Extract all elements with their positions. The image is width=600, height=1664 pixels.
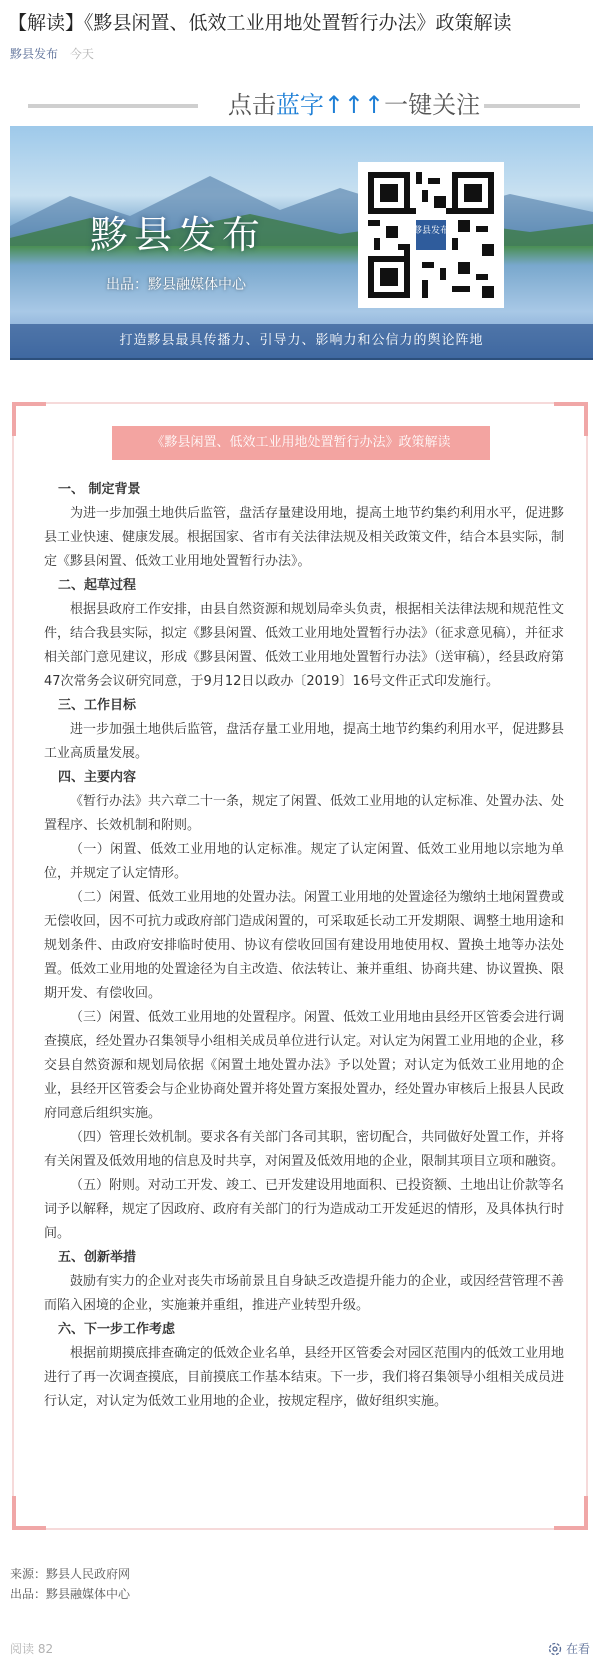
frame-edge	[12, 436, 14, 1496]
source-info	[10, 1564, 130, 1604]
section-heading: 二、起草过程	[58, 578, 137, 593]
body-paragraph: （四）管理长效机制。要求各有关部门各司其职，密切配合，共同做好处置工作，并将有关闲置及低效用地的信息及时共享，对闲置及低效用地的企业，限制其项目立项和融资。	[44, 1130, 565, 1169]
qr-center-logo: 黟县发布	[412, 226, 450, 237]
read-count: 阅读 82	[10, 1642, 54, 1656]
frame-corner	[554, 402, 588, 436]
section-heading: 五、创新举措	[58, 1250, 137, 1265]
article-footer	[10, 1640, 590, 1660]
frame-corner	[12, 402, 46, 436]
section-heading: 一、 制定背景	[58, 482, 141, 497]
frame-corner	[12, 1496, 46, 1530]
body-paragraph: （一）闲置、低效工业用地的认定标准。规定了认定闲置、低效工业用地以宗地为单位，并规定了认定情形。	[44, 842, 564, 881]
body-paragraph: 根据县政府工作安排，由县自然资源和规划局牵头负责，根据相关法律法规和规范性文件，结合我县实际，拟定《黟县闲置、低效工业用地处置暂行办法》（征求意见稿），并征求相关部门意见建议，形成《黟县闲置、低效工业用地处置暂行办法》（送审稿），经县政府第47次常务会议研究同意，于9月12日以政办〔2019〕16号文件正式印发施行。	[44, 602, 565, 689]
frame-edge	[586, 436, 588, 1496]
follow-highlight[interactable]: 蓝字↑↑↑	[275, 91, 385, 119]
article-meta	[10, 46, 94, 62]
section-heading: 三、工作目标	[58, 698, 137, 713]
follow-prefix: 点击	[227, 91, 276, 119]
watch-label: 在看	[565, 1642, 590, 1656]
banner-brand: 黟县发布	[90, 213, 267, 257]
article-title: 【解读】《黟县闲置、低效工业用地处置暂行办法》政策解读	[8, 12, 512, 34]
banner-producer: 出品：黟县融媒体中心	[106, 277, 246, 293]
author-link[interactable]: 黟县发布	[10, 47, 59, 61]
banner-image	[10, 126, 593, 360]
body-paragraph: 《暂行办法》共六章二十一条，规定了闲置、低效工业用地的认定标准、处置办法、处置程序、长效机制和附则。	[44, 794, 565, 833]
body-paragraph: （三）闲置、低效工业用地的处置程序。闲置、低效工业用地由县经开区管委会进行调查摸底，经处置办召集领导小组相关成员单位进行认定。对认定为闲置工业用地的企业，移交县自然资源和规划局依据《闲置土地处置办法》予以处置；对认定为低效工业用地的企业，县经开区管委会与企业协商处置并将处置方案报处置办，经处置办审核后上报县人民政府同意后组织实施。	[44, 1010, 565, 1121]
follow-prompt	[28, 90, 580, 120]
frame-edge	[46, 1528, 554, 1530]
follow-suffix: 一键关注	[384, 91, 481, 119]
qr-code-icon	[368, 172, 494, 298]
body-paragraph: （五）附则。对动工开发、竣工、已开发建设用地面积、已投资额、土地出让价款等名词予以解释，规定了因政府、政府有关部门的行为造成动工开发延迟的情形，及具体执行时间。	[44, 1178, 565, 1241]
frame-edge	[46, 402, 554, 404]
body-paragraph: 进一步加强土地供后监管，盘活存量工业用地，提高土地节约集约利用水平，促进黟县工业高质量发展。	[44, 722, 565, 761]
divider-right	[484, 104, 580, 108]
body-paragraph: 鼓励有实力的企业对丧失市场前景且自身缺乏改造提升能力的企业，或因经营管理不善而陷入困境的企业，实施兼并重组，推进产业转型升级。	[44, 1274, 565, 1313]
banner-slogan: 打造黟县最具传播力、引导力、影响力和公信力的舆论阵地	[10, 324, 593, 358]
flower-icon	[548, 1642, 562, 1656]
body-paragraph: 根据前期摸底排查确定的低效企业名单，县经开区管委会对园区范围内的低效工业用地进行了再一次调查摸底，目前摸底工作基本结束。下一步，我们将召集领导小组相关成员进行认定，对认定为低效工业用地的企业，按规定程序，做好组织实施。	[44, 1346, 565, 1409]
policy-title: 《黟县闲置、低效工业用地处置暂行办法》政策解读	[112, 426, 490, 460]
watch-button[interactable]	[548, 1640, 590, 1657]
divider-left	[28, 104, 198, 108]
qr-code[interactable]	[358, 162, 504, 308]
follow-text	[204, 90, 504, 120]
content-frame	[12, 402, 588, 1530]
body-paragraph: （二）闲置、低效工业用地的处置办法。闲置工业用地的处置途径为缴纳土地闲置费或无偿收回，因不可抗力或政府部门造成闲置的，可采取延长动工开发期限、调整土地用途和规划条件、由政府安排临时使用、协议有偿收回国有建设用地使用权、置换土地等办法处置。低效工业用地的处置途径为自主改造、依法转让、兼并重组、协商共建、协议置换、限期开发、有偿收回。	[44, 890, 565, 1001]
producer-line: 出品：黟县融媒体中心	[10, 1587, 131, 1601]
publish-time: 今天	[69, 47, 94, 61]
section-heading: 六、下一步工作考虑	[58, 1322, 176, 1337]
frame-corner	[554, 1496, 588, 1530]
body-paragraph: 为进一步加强土地供后监管，盘活存量建设用地，提高土地节约集约利用水平，促进黟县工业快速、健康发展。根据国家、省市有关法律法规及相关政策文件，结合本县实际，制定《黟县闲置、低效工业用地处置暂行办法》。	[44, 506, 565, 569]
source-line: 来源：黟县人民政府网	[10, 1567, 131, 1581]
section-heading: 四、主要内容	[58, 770, 137, 785]
article-body	[44, 478, 564, 1414]
